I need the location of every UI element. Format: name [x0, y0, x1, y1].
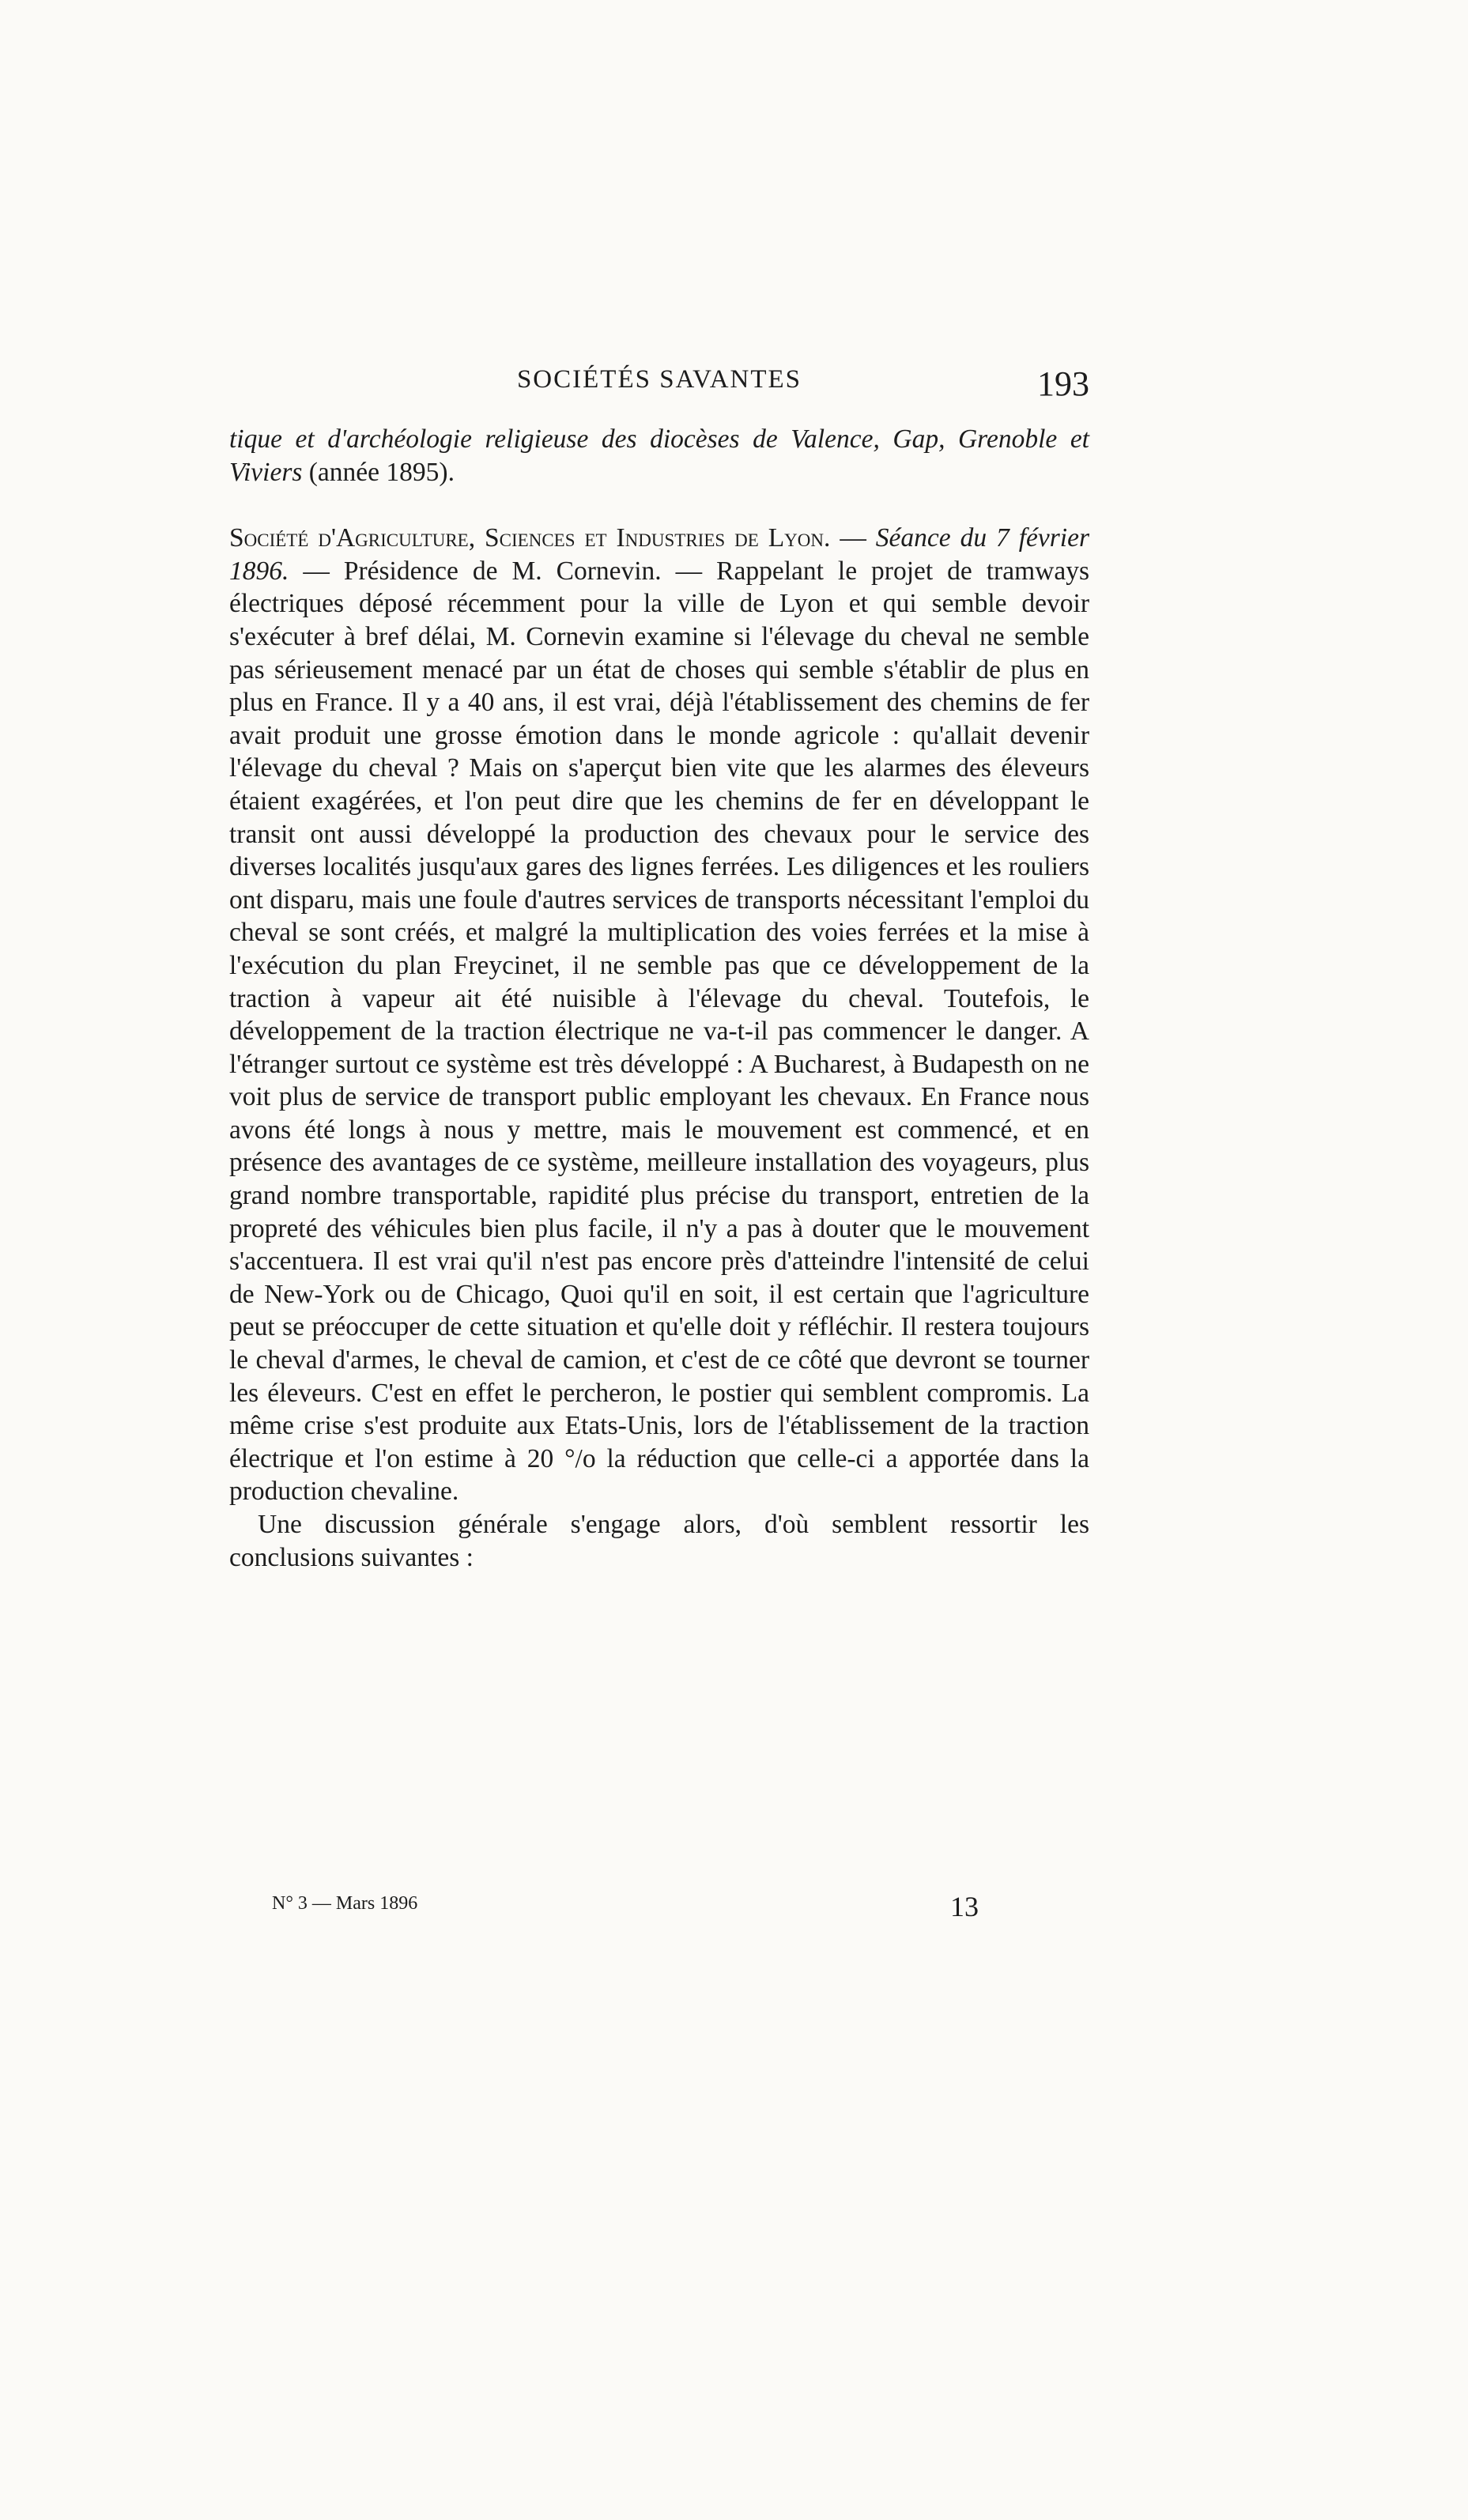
paragraph-text: — Présidence de M. Cornevin. — Rappelant le projet de tramways électriques déposé récemment pour la ville de Lyon et qui semble devoir s'exécuter à bref délai, M. Cornevin examine si l'élevage du cheval ne semble pas sérieusement menacé par un état de choses qui semble s'établir de plus en plus en France. Il y a 40 ans, il est vrai, déjà l'établissement des chemins de fer avait produit une grosse émotion dans le monde agricole : qu'allait devenir l'élevage du cheval ? Mais on s'aperçut bien vite que les alarmes des éleveurs étaient exagérées, et l'on peut dire que les chemins de fer en développant le transit ont aussi développé la production des chevaux pour le service des diverses localités jusqu'aux gares des lignes ferrées. Les diligences et les rouliers ont disparu, mais une foule d'autres services de transports nécessitant l'emploi du cheval se sont créés, et malgré la multiplication des voies ferrées et la mise à l'exécution du plan Freycinet, il ne semble pas que ce développement de la traction à vapeur ait été nuisible à l'élevage du cheval. Toutefois, le développement de la traction électrique ne va-t-il pas commencer le danger. A l'étranger surtout ce système est très développé : A Bucharest, à Budapesth on ne voit plus de service de transport public employant les chevaux. En France nous avons été longs à nous y mettre, mais le mouvement est commencé, et en présence des avantages de ce système, meilleure installation des voyageurs, plus grand nombre transportable, rapidité plus précise du transport, entretien de la propreté des véhicules bien plus facile, il n'y a pas à douter que le mouvement s'accentuera. Il est vrai qu'il n'est pas encore près d'atteindre l'intensité de celui de New-York ou de Chicago, Quoi qu'il en soit, il est certain que l'agriculture peut se préoccuper de cette situation et qu'elle doit y réfléchir. Il restera toujours le cheval d'armes, le cheval de camion, et c'est de ce côté que devront se tourner les éleveurs. C'est en effet le percheron, le postier qui semblent compromis. La même crise s'est produite aux Etats-Unis, lors de l'établissement de la traction électrique et l'on estime à 20 °/o la réduction que celle-ci a apportée dans la production chevaline. — [229, 556, 1089, 1507]
italic-title: tique et d'archéologie religieuse des diocèses de Valence, Gap, Grenoble et Viviers — [229, 424, 1089, 487]
running-title: SOCIÉTÉS SAVANTES — [516, 365, 802, 394]
paragraph-lyon-society — [229, 522, 1089, 1508]
body-text — [229, 423, 1089, 1574]
dash: — — [830, 523, 876, 553]
signature-mark: 13 — [950, 1891, 979, 1922]
page-footer — [229, 1893, 1089, 1933]
page-number: 193 — [1037, 364, 1089, 403]
year-note: (année 1895). — [302, 457, 455, 487]
issue-line: N° 3 — Mars 1896 — [272, 1893, 418, 1914]
paragraph-continuation — [229, 423, 1089, 489]
session-date: Séance du 7 février 1896. — [229, 523, 1089, 586]
paragraph-conclusion: Une discussion générale s'engage alors, d'où semblent ressortir les conclusions suivantes : — [229, 1510, 1089, 1572]
society-name: Société d'Agriculture, Sciences et Industries de Lyon. — [229, 523, 831, 553]
running-head — [229, 365, 1089, 413]
